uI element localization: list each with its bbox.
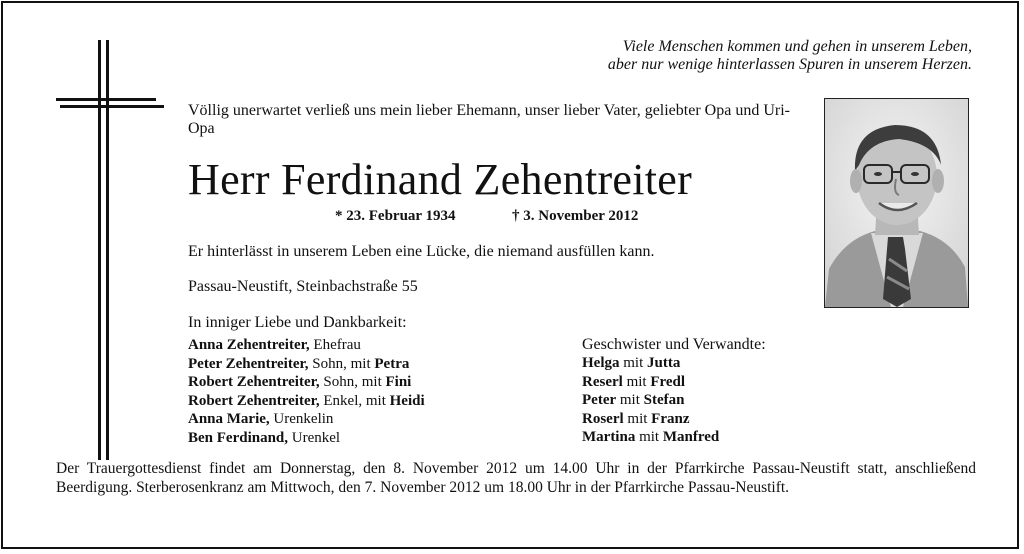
portrait-photo [824,98,969,308]
cross-icon [56,40,164,460]
list-item: Helga mit Jutta [582,355,681,371]
address: Passau-Neustift, Steinbachstraße 55 [188,278,418,295]
list-item: Peter Zehentreiter, Sohn, mit Petra [188,355,410,372]
quote-line-2: aber nur wenige hinterlassen Spuren in unserem Herzen. [607,56,972,73]
list-item: Ben Ferdinand, Urenkel [188,429,341,446]
birth-date: * 23. Februar 1934 [335,208,456,224]
quote-line-1: Viele Menschen kommen und gehen in unserem Leben, [622,38,972,55]
deceased-name: Herr Ferdinand Zehentreiter [188,155,693,204]
family-intro: In inniger Liebe und Dankbarkeit: [188,314,407,331]
list-item: Roserl mit Franz [582,410,690,427]
service-announcement: Der Trauergottesdienst findet am Donnerstag, den 8. November 2012 um 14.00 Uhr in der Pfarrkirche Passau-Neustift statt, anschließend Beerdigung. Sterberosenkranz am Mittwoch, den 7. November 2012 um 18.00 Uhr in der Pfarrkirche Passau-Neustift. [56,460,976,496]
siblings-title: Geschwister und Verwandte: [582,336,766,353]
portrait-image [825,99,968,307]
death-date: † 3. November 2012 [512,208,639,224]
list-item: Reserl mit Fredl [582,373,686,390]
list-item: Peter mit Stefan [582,392,685,409]
list-item: Anna Marie, Urenkelin [188,411,334,428]
memorial-message: Er hinterlässt in unserem Leben eine Lücke, die niemand ausfüllen kann. [188,243,655,260]
list-item: Anna Zehentreiter, Ehefrau [188,337,361,353]
family-list [188,336,425,448]
list-item: Robert Zehentreiter, Enkel, mit Heidi [188,392,425,409]
list-item: Martina mit Manfred [582,429,720,446]
list-item: Robert Zehentreiter, Sohn, mit Fini [188,374,412,391]
intro-text: Völlig unerwartet verließ uns mein lieber Ehemann, unser lieber Vater, geliebter Opa und Uri-Opa [188,102,790,137]
memorial-quote [608,38,972,74]
siblings-list [582,354,719,447]
